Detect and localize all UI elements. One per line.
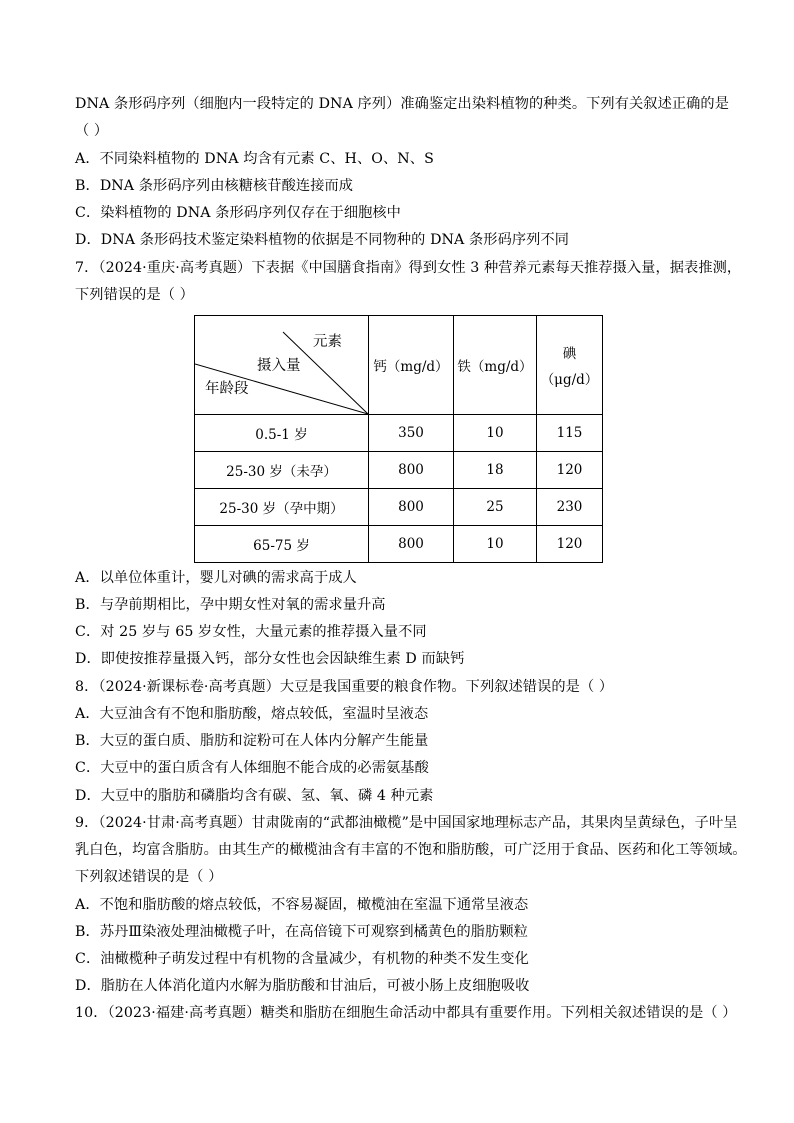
cell-iron: 25 bbox=[454, 489, 537, 526]
q7-stem-line2: 下列错误的是（ ） bbox=[75, 287, 194, 303]
table-row bbox=[195, 415, 603, 452]
q6-option-a: A．不同染料植物的 DNA 均含有元素 C、H、O、N、S bbox=[75, 151, 434, 167]
corner-label-element: 元素 bbox=[313, 334, 342, 350]
cell-iron: 10 bbox=[454, 415, 537, 452]
q6-option-d: D．DNA 条形码技术鉴定染料植物的依据是不同物种的 DNA 条形码序列不同 bbox=[75, 232, 570, 248]
q9-option-c: C．油橄榄种子萌发过程中有机物的含量减少，有机物的种类不发生变化 bbox=[75, 951, 529, 967]
header-iodine-name: 碘 bbox=[562, 346, 577, 362]
cell-iodine: 120 bbox=[537, 452, 603, 489]
table-row bbox=[195, 489, 603, 526]
cell-iodine: 115 bbox=[537, 415, 603, 452]
cell-age: 25-30 岁（未孕） bbox=[195, 452, 369, 489]
q7-option-d: D．即使按推荐量摄入钙，部分女性也会因缺维生素 D 而缺钙 bbox=[75, 651, 465, 667]
header-iodine bbox=[537, 316, 603, 415]
q6-option-c: C．染料植物的 DNA 条形码序列仅存在于细胞核中 bbox=[75, 205, 401, 221]
cell-calcium: 800 bbox=[369, 489, 454, 526]
q8-option-b: B．大豆的蛋白质、脂肪和淀粉可在人体内分解产生能量 bbox=[75, 733, 429, 749]
cell-calcium: 350 bbox=[369, 415, 454, 452]
table-row bbox=[195, 526, 603, 563]
q8-option-d: D．大豆中的脂肪和磷脂均含有碳、氢、氧、磷 4 种元素 bbox=[75, 788, 434, 804]
q9-option-d: D．脂肪在人体消化道内水解为脂肪酸和甘油后，可被小肠上皮细胞吸收 bbox=[75, 978, 530, 994]
q6-stem-line1: DNA 条形码序列（细胞内一段特定的 DNA 序列）准确鉴定出染料植物的种类。下列有关叙述正确的是 bbox=[75, 96, 730, 112]
table-header-row bbox=[195, 316, 603, 415]
table-row bbox=[195, 452, 603, 489]
q7-option-b: B．与孕前期相比，孕中期女性对氧的需求量升高 bbox=[75, 597, 386, 613]
cell-iodine: 120 bbox=[537, 526, 603, 563]
q9-stem-line1: 9．（2024·甘肃·高考真题）甘肃陇南的“武都油橄榄”是中国国家地理标志产品，其果肉呈黄绿色，子叶呈 bbox=[75, 815, 738, 831]
q6-stem-line2: （ ） bbox=[75, 123, 109, 139]
q9-option-b: B．苏丹Ⅲ染液处理油橄榄子叶，在高倍镜下可观察到橘黄色的脂肪颗粒 bbox=[75, 924, 528, 940]
corner-label-intake: 摄入量 bbox=[257, 358, 301, 374]
cell-iron: 10 bbox=[454, 526, 537, 563]
corner-label-age: 年龄段 bbox=[205, 381, 249, 397]
cell-iodine: 230 bbox=[537, 489, 603, 526]
q9-stem-line2: 乳白色，均富含脂肪。由其生产的橄榄油含有丰富的不饱和脂肪酸，可广泛用于食品、医药和化工等领域。 bbox=[75, 842, 747, 858]
q9-option-a: A．不饱和脂肪酸的熔点较低，不容易凝固，橄榄油在室温下通常呈液态 bbox=[75, 897, 529, 913]
q7-stem-line1: 7．（2024·重庆·高考真题）下表据《中国膳食指南》得到女性 3 种营养元素每天推荐摄入量，据表推测， bbox=[75, 260, 742, 276]
q8-stem: 8．（2024·新课标卷·高考真题）大豆是我国重要的粮食作物。下列叙述错误的是（ ） bbox=[75, 679, 614, 695]
q7-option-a: A．以单位体重计，婴儿对碘的需求高于成人 bbox=[75, 570, 357, 586]
q8-option-a: A．大豆油含有不饱和脂肪酸，熔点较低，室温时呈液态 bbox=[75, 706, 429, 722]
nutrient-intake-table bbox=[194, 315, 603, 563]
q9-stem-line3: 下列叙述错误的是（ ） bbox=[75, 869, 223, 885]
cell-age: 25-30 岁（孕中期） bbox=[195, 489, 369, 526]
cell-age: 0.5-1 岁 bbox=[195, 415, 369, 452]
header-calcium: 钙（mg/d） bbox=[369, 316, 454, 415]
cell-calcium: 800 bbox=[369, 526, 454, 563]
cell-calcium: 800 bbox=[369, 452, 454, 489]
diagonal-header-cell bbox=[195, 316, 369, 415]
header-iodine-unit: （μg/d） bbox=[540, 372, 599, 388]
q6-option-b: B．DNA 条形码序列由核糖核苷酸连接而成 bbox=[75, 178, 354, 194]
cell-iron: 18 bbox=[454, 452, 537, 489]
cell-age: 65-75 岁 bbox=[195, 526, 369, 563]
q10-stem: 10．（2023·福建·高考真题）糖类和脂肪在细胞生命活动中都具有重要作用。下列相关叙述错误的是（ ） bbox=[75, 1005, 737, 1021]
header-iron: 铁（mg/d） bbox=[454, 316, 537, 415]
q7-option-c: C．对 25 岁与 65 岁女性，大量元素的推荐摄入量不同 bbox=[75, 624, 427, 640]
q8-option-c: C．大豆中的蛋白质含有人体细胞不能合成的必需氨基酸 bbox=[75, 760, 429, 776]
